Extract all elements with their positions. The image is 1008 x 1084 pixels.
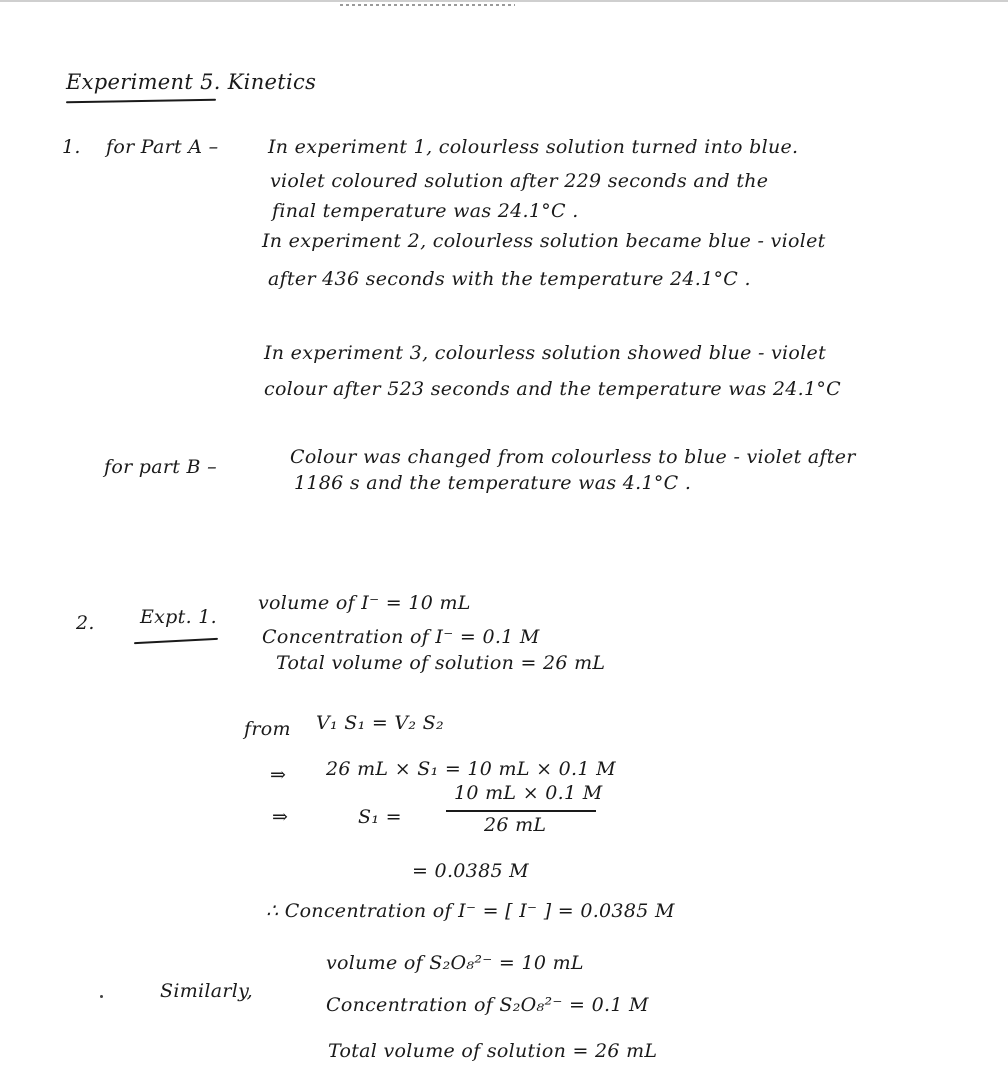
part-b-line-1: Colour was changed from colourless to blue - violet after bbox=[290, 446, 856, 468]
title-underline bbox=[66, 99, 216, 104]
total-volume-line-2: Total volume of solution = 26 mL bbox=[328, 1040, 658, 1062]
exp2-line-1: In experiment 2, colourless solution became blue - violet bbox=[262, 230, 826, 252]
exp1-line-2: violet coloured solution after 229 seconds and the bbox=[270, 170, 769, 192]
from-label: from bbox=[244, 718, 291, 740]
total-volume-line: Total volume of solution = 26 mL bbox=[276, 652, 606, 674]
fraction-numerator: 10 mL × 0.1 M bbox=[454, 782, 603, 804]
s1-equals: S₁ = bbox=[358, 806, 402, 828]
page-top-border bbox=[0, 0, 1008, 2]
part-a-label: for Part A – bbox=[106, 136, 219, 158]
exp1-line-1: In experiment 1, colourless solution turned into blue. bbox=[268, 136, 799, 158]
part-b-label: for part B – bbox=[104, 456, 217, 478]
concentration-persulfate-line: Concentration of S₂O₈²⁻ = 0.1 M bbox=[326, 994, 649, 1016]
dilution-step-1: 26 mL × S₁ = 10 mL × 0.1 M bbox=[326, 758, 616, 780]
iodide-concentration-conclusion: ∴ Concentration of I⁻ = [ I⁻ ] = 0.0385 M bbox=[266, 900, 675, 922]
s1-result: = 0.0385 M bbox=[412, 860, 529, 882]
fraction-bar bbox=[446, 810, 596, 812]
faint-scan-mark bbox=[340, 4, 515, 6]
dilution-formula: V₁ S₁ = V₂ S₂ bbox=[316, 712, 444, 734]
exp3-line-2: colour after 523 seconds and the temperature was 24.1°C bbox=[264, 378, 841, 400]
expt-label-underline bbox=[134, 638, 218, 644]
page-title: Experiment 5. Kinetics bbox=[66, 70, 317, 94]
volume-iodide-line: volume of I⁻ = 10 mL bbox=[258, 592, 471, 614]
exp1-line-3: final temperature was 24.1°C . bbox=[272, 200, 579, 222]
volume-persulfate-line: volume of S₂O₈²⁻ = 10 mL bbox=[326, 952, 584, 974]
margin-dot bbox=[100, 995, 103, 998]
concentration-iodide-line: Concentration of I⁻ = 0.1 M bbox=[262, 626, 540, 648]
question-2-number: 2. bbox=[76, 612, 95, 634]
similarly-label: Similarly, bbox=[160, 980, 253, 1002]
exp2-line-2: after 436 seconds with the temperature 24.1°C . bbox=[268, 268, 751, 290]
implies-arrow-2: ⇒ bbox=[272, 806, 289, 828]
fraction-denominator: 26 mL bbox=[484, 814, 547, 836]
exp3-line-1: In experiment 3, colourless solution showed blue - violet bbox=[264, 342, 827, 364]
implies-arrow-1: ⇒ bbox=[270, 764, 287, 786]
question-1-number: 1. bbox=[62, 136, 81, 158]
expt-label: Expt. 1. bbox=[140, 606, 217, 628]
part-b-line-2: 1186 s and the temperature was 4.1°C . bbox=[294, 472, 692, 494]
